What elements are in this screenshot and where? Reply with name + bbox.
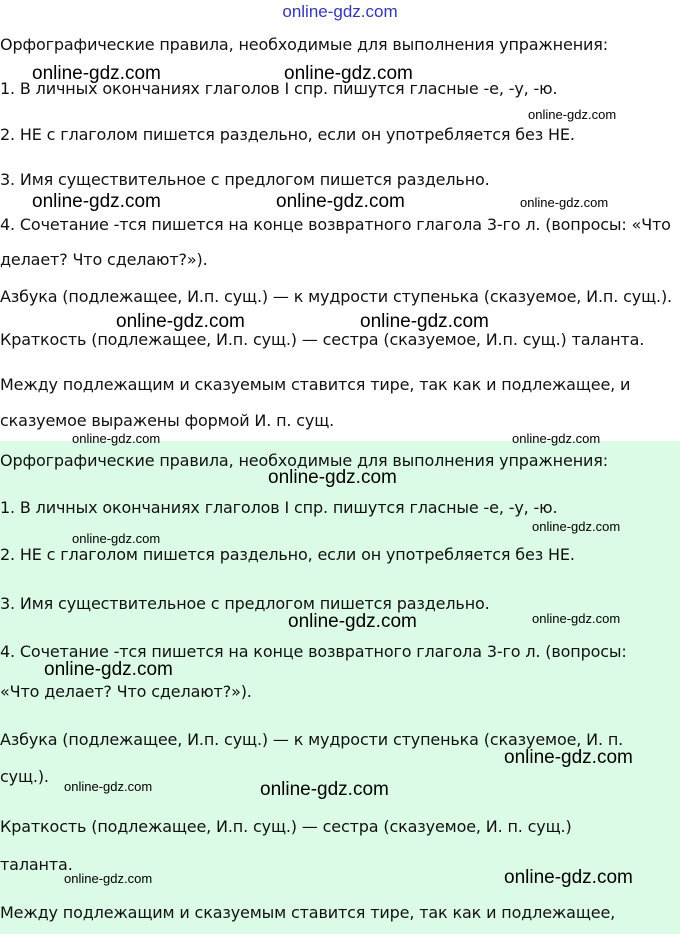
text-line: 4. Сочетание -тся пишется на конце возвратного глагола 3-го л. (вопросы: <box>0 642 627 661</box>
watermark-small: online-gdz.com <box>72 431 161 446</box>
watermark-small: online-gdz.com <box>532 611 621 626</box>
watermark-large: online-gdz.com <box>260 779 389 800</box>
watermark-small: online-gdz.com <box>528 107 617 122</box>
watermark-small: online-gdz.com <box>72 531 161 546</box>
text-line: сущ.). <box>0 767 49 786</box>
watermark-large: online-gdz.com <box>360 311 489 332</box>
watermark-large: online-gdz.com <box>504 747 633 768</box>
text-line: 2. НЕ с глаголом пишется раздельно, если он употребляется без НЕ. <box>0 545 575 564</box>
watermark-small: online-gdz.com <box>64 779 153 794</box>
text-line: Между подлежащим и сказуемым ставится тире, так как и подлежащее, и <box>0 375 631 394</box>
text-line: Краткость (подлежащее, И.п. сущ.) — сестра (сказуемое, И. п. сущ.) <box>0 817 572 836</box>
text-line: 3. Имя существительное с предлогом пишется раздельно. <box>0 594 490 613</box>
text-line: Между подлежащим и сказуемым ставится тире, так как и подлежащее, <box>0 903 616 922</box>
watermark-large: online-gdz.com <box>116 311 245 332</box>
watermark-large: online-gdz.com <box>44 659 173 680</box>
text-line: таланта. <box>0 855 73 874</box>
watermark-large: online-gdz.com <box>32 63 161 84</box>
watermark-large: online-gdz.com <box>288 611 417 632</box>
text-line: Орфографические правила, необходимые для выполнения упражнения: <box>0 451 608 470</box>
text-line: 4. Сочетание -тся пишется на конце возвратного глагола 3-го л. (вопросы: «Что <box>0 215 671 234</box>
watermark-large: online-gdz.com <box>268 467 397 488</box>
text-line: Азбука (подлежащее, И.п. сущ.) — к мудрости ступенька (сказуемое, И. п. <box>0 730 624 749</box>
watermark-large: online-gdz.com <box>32 191 161 212</box>
watermark-large: online-gdz.com <box>276 191 405 212</box>
text-line: 1. В личных окончаниях глаголов I спр. пишутся гласные -е, -у, -ю. <box>0 79 558 98</box>
text-line: «Что делает? Что сделают?»). <box>0 682 252 701</box>
watermark-small: online-gdz.com <box>64 871 153 886</box>
watermark-small: online-gdz.com <box>512 431 601 446</box>
text-line: сказуемое выражены формой И. п. сущ. <box>0 411 335 430</box>
watermark-small: online-gdz.com <box>532 519 621 534</box>
site-watermark-top: online-gdz.com <box>282 2 398 21</box>
text-line: 1. В личных окончаниях глаголов I спр. пишутся гласные -е, -у, -ю. <box>0 498 558 517</box>
text-line: Азбука (подлежащее, И.п. сущ.) — к мудрости ступенька (сказуемое, И.п. сущ.). <box>0 287 672 306</box>
text-line: 3. Имя существительное с предлогом пишется раздельно. <box>0 170 490 189</box>
watermark-large: online-gdz.com <box>284 63 413 84</box>
text-line: Орфографические правила, необходимые для выполнения упражнения: <box>0 35 608 54</box>
watermark-large: online-gdz.com <box>504 867 633 888</box>
text-line: 2. НЕ с глаголом пишется раздельно, если он употребляется без НЕ. <box>0 125 575 144</box>
watermark-small: online-gdz.com <box>520 195 609 210</box>
text-line: делает? Что сделают?»). <box>0 250 208 269</box>
text-line: Краткость (подлежащее, И.п. сущ.) — сестра (сказуемое, И.п. сущ.) таланта. <box>0 330 645 349</box>
